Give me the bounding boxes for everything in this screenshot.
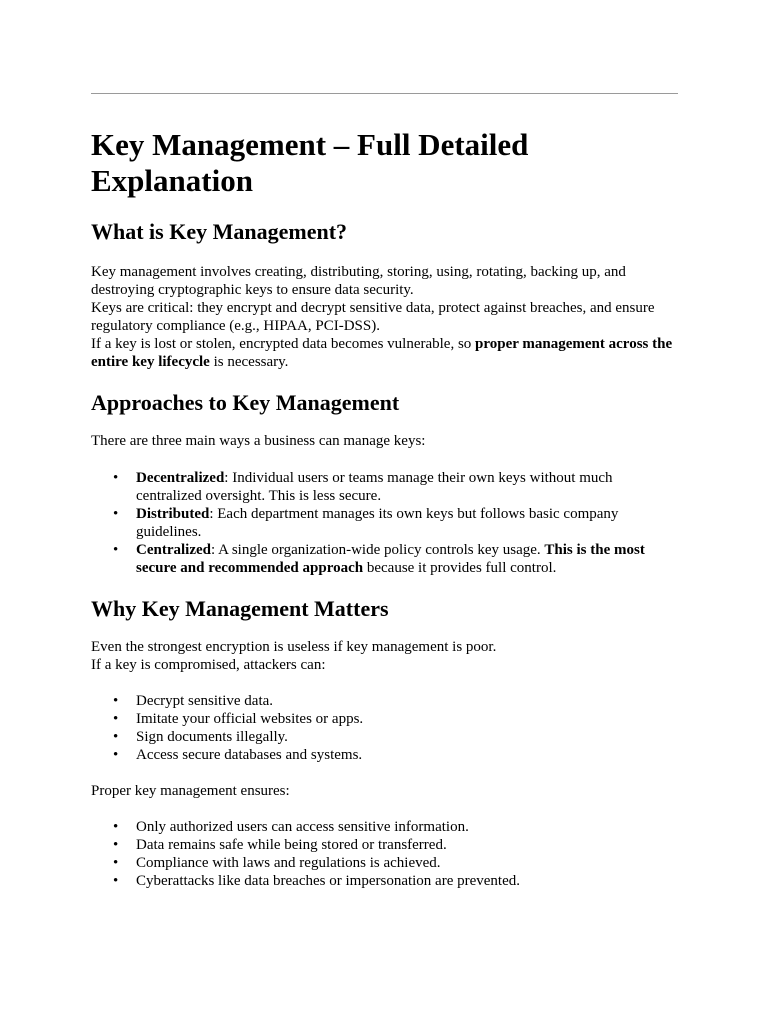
ensures-intro: Proper key management ensures: <box>91 783 290 799</box>
list-item: • Sign documents illegally. <box>113 729 288 745</box>
ensures-list <box>91 818 678 890</box>
section-heading-what: What is Key Management? <box>91 219 348 244</box>
list-item: • Decentralized: Individual users or teams manage their own keys without much centralized oversight. This is less secure. <box>113 470 613 504</box>
bullet-icon: • <box>113 506 119 522</box>
bullet-icon: • <box>113 542 119 558</box>
bullet-icon: • <box>113 873 119 889</box>
bullet-icon: • <box>113 819 119 835</box>
horizontal-rule <box>91 93 678 94</box>
list-item: • Distributed: Each department manages its own keys but follows basic company guidelines. <box>113 506 619 540</box>
list-item: • Imitate your official websites or apps. <box>113 711 364 727</box>
bullet-icon: • <box>113 711 119 727</box>
approaches-list <box>91 469 678 577</box>
list-item: • Data remains safe while being stored or transferred. <box>113 837 447 853</box>
list-item: • Cyberattacks like data breaches or impersonation are prevented. <box>113 873 521 889</box>
approaches-intro: There are three main ways a business can manage keys: <box>91 433 426 449</box>
why-intro <box>91 638 678 674</box>
bullet-icon: • <box>113 837 119 853</box>
what-emphasis: proper management across the entire key lifecycle <box>91 336 673 370</box>
list-item: • Access secure databases and systems. <box>113 747 363 763</box>
section-heading-approaches: Approaches to Key Management <box>91 390 400 415</box>
document-title: Key Management – Full Detailed Explanation <box>91 127 529 198</box>
what-text-1: Key management involves creating, distributing, storing, using, rotating, backing up, and destroying cryptographic keys to ensure data security. <box>91 264 626 298</box>
bullet-icon: • <box>113 747 119 763</box>
why-intro-1: Even the strongest encryption is useless if key management is poor. <box>91 639 497 655</box>
what-text-3: If a key is lost or stolen, encrypted data becomes vulnerable, so proper management across the entire key lifecycle is necessary. <box>91 336 673 370</box>
list-item: • Centralized: A single organization-wide policy controls key usage. This is the most secure and recommended approach because it provides full control. <box>113 542 645 576</box>
list-item: • Decrypt sensitive data. <box>113 693 274 709</box>
what-paragraph <box>91 263 678 371</box>
bullet-icon: • <box>113 693 119 709</box>
list-item: • Compliance with laws and regulations is achieved. <box>113 855 441 871</box>
bullet-icon: • <box>113 470 119 486</box>
risks-list <box>91 692 678 764</box>
why-intro-2: If a key is compromised, attackers can: <box>91 657 326 673</box>
list-item: • Only authorized users can access sensitive information. <box>113 819 469 835</box>
section-heading-why: Why Key Management Matters <box>91 596 389 621</box>
bullet-icon: • <box>113 729 119 745</box>
what-text-2: Keys are critical: they encrypt and decrypt sensitive data, protect against breaches, and ensure regulatory compliance (e.g., HIPAA, PCI-DSS). <box>91 300 655 334</box>
bullet-icon: • <box>113 855 119 871</box>
